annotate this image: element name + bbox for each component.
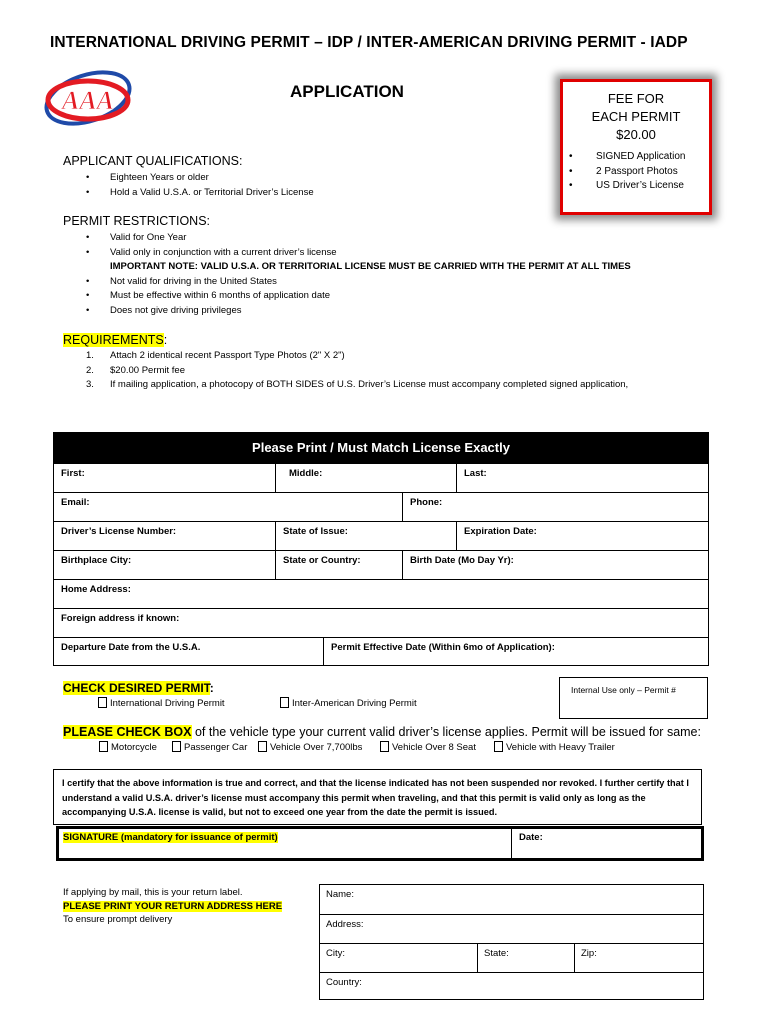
list-item: • Must be effective within 6 months of application date xyxy=(86,290,331,301)
svg-text:AAA: AAA xyxy=(61,86,115,115)
return-country-field[interactable]: Country: xyxy=(326,977,362,988)
fee-item: • SIGNED Application xyxy=(569,151,686,162)
requirements-heading: REQUIREMENTS: xyxy=(63,333,168,347)
fee-amount: $20.00 xyxy=(616,127,656,142)
mail-line-2: PLEASE PRINT YOUR RETURN ADDRESS HERE xyxy=(63,900,283,912)
form-row-birth xyxy=(54,550,708,579)
list-item: 2. $20.00 Permit fee xyxy=(86,364,185,376)
vehicle-option-passenger-car[interactable]: Passenger Car xyxy=(172,741,247,753)
qualifications-list xyxy=(86,171,314,200)
list-item: 3. If mailing application, a photocopy of BOTH SIDES of U.S. Driver’s License must accompany completed signed application, xyxy=(86,379,629,390)
foreign-address-field[interactable]: Foreign address if known: xyxy=(61,613,180,624)
list-item: • Valid only in conjunction with a current driver’s license xyxy=(86,246,337,258)
restrictions-list xyxy=(86,231,631,318)
phone-field[interactable]: Phone: xyxy=(402,493,708,521)
first-name-field[interactable]: First: xyxy=(61,468,85,479)
fee-item: • 2 Passport Photos xyxy=(569,165,678,177)
return-row-city xyxy=(320,943,703,972)
return-row-country xyxy=(320,972,703,1001)
list-item: • Does not give driving privileges xyxy=(86,304,242,316)
return-zip-field[interactable]: Zip: xyxy=(574,944,703,973)
list-item: • Valid for One Year xyxy=(86,232,187,243)
form-row-home-address xyxy=(54,579,708,608)
form-row-foreign-address xyxy=(54,608,708,637)
fee-line-2: EACH PERMIT xyxy=(591,109,681,124)
birth-date-field[interactable]: Birth Date (Mo Day Yr): xyxy=(402,551,708,579)
return-city-field[interactable]: City: xyxy=(326,948,345,959)
form-row-contact xyxy=(54,492,708,521)
date-field[interactable]: Date: xyxy=(519,832,543,843)
vehicle-option-over-7700[interactable]: Vehicle Over 7,700lbs xyxy=(258,741,362,753)
fee-checklist xyxy=(563,150,709,194)
return-address-label xyxy=(319,884,704,1000)
over-8-seat-checkbox[interactable] xyxy=(380,741,389,752)
return-state-field[interactable]: State: xyxy=(477,944,574,973)
form-header: Please Print / Must Match License Exactly xyxy=(54,433,708,463)
return-row-address xyxy=(320,914,703,943)
passenger-car-checkbox[interactable] xyxy=(172,741,181,752)
mail-line-1: If applying by mail, this is your return label. xyxy=(63,887,243,898)
requirements-list xyxy=(86,349,628,393)
restrictions-heading: PERMIT RESTRICTIONS: xyxy=(63,214,211,228)
certification-text: I certify that the above information is true and correct, and that the license indicated has not been suspended nor revoked. I further certify that I understand a valid U.S.A. driver’s license must accompany this permit when traveling, and that this permit is valid only as long as the accompanying U.S.A. license is valid, but not to exceed one year from the date the permit is issued. xyxy=(53,769,702,825)
permit-choice-heading: CHECK DESIRED PERMIT: xyxy=(63,681,214,695)
iadp-checkbox[interactable] xyxy=(280,697,289,708)
return-address-field[interactable]: Address: xyxy=(326,919,364,930)
motorcycle-checkbox[interactable] xyxy=(99,741,108,752)
over-7700-checkbox[interactable] xyxy=(258,741,267,752)
application-title: APPLICATION xyxy=(290,82,404,101)
applicant-form xyxy=(53,432,709,666)
mail-line-3: To ensure prompt delivery xyxy=(63,914,173,925)
qualifications-heading: APPLICANT QUALIFICATIONS: xyxy=(63,154,243,168)
list-item: 1. Attach 2 identical recent Passport Type Photos (2" X 2") xyxy=(86,350,345,361)
vehicle-option-over-8-seat[interactable]: Vehicle Over 8 Seat xyxy=(380,741,476,753)
signature-field[interactable]: SIGNATURE (mandatory for issuance of permit) xyxy=(63,832,278,843)
expiration-date-field[interactable]: Expiration Date: xyxy=(456,522,708,550)
birthplace-city-field[interactable]: Birthplace City: xyxy=(61,555,132,566)
form-row-license xyxy=(54,521,708,550)
mail-instructions xyxy=(63,886,282,927)
aaa-logo xyxy=(38,66,150,136)
middle-name-field[interactable]: Middle: xyxy=(275,464,456,492)
departure-date-field[interactable]: Departure Date from the U.S.A. xyxy=(61,642,201,653)
return-name-field[interactable]: Name: xyxy=(326,889,354,900)
home-address-field[interactable]: Home Address: xyxy=(61,584,131,595)
signature-divider xyxy=(511,829,512,858)
iadp-option[interactable]: Inter-American Driving Permit xyxy=(280,697,417,709)
email-field[interactable]: Email: xyxy=(61,497,90,508)
vehicle-option-heavy-trailer[interactable]: Vehicle with Heavy Trailer xyxy=(494,741,615,753)
effective-date-field[interactable]: Permit Effective Date (Within 6mo of Application): xyxy=(323,638,708,666)
heavy-trailer-checkbox[interactable] xyxy=(494,741,503,752)
state-or-country-field[interactable]: State or Country: xyxy=(275,551,402,579)
idp-option[interactable]: International Driving Permit xyxy=(98,697,225,709)
list-item: • Not valid for driving in the United States xyxy=(86,275,277,287)
last-name-field[interactable]: Last: xyxy=(456,464,708,492)
state-of-issue-field[interactable]: State of Issue: xyxy=(275,522,456,550)
list-item: • Eighteen Years or older xyxy=(86,172,209,183)
important-note: IMPORTANT NOTE: VALID U.S.A. OR TERRITORIAL LICENSE MUST BE CARRIED WITH THE PERMIT AT ALL TIMES xyxy=(110,261,631,272)
vehicle-instructions: PLEASE CHECK BOX of the vehicle type your current valid driver’s license applies. Permit will be issued for same: xyxy=(63,725,701,739)
list-item: • Hold a Valid U.S.A. or Territorial Driver’s License xyxy=(86,186,314,198)
document-title: INTERNATIONAL DRIVING PERMIT – IDP / INTER-AMERICAN DRIVING PERMIT - IADP xyxy=(50,34,688,51)
form-row-dates xyxy=(54,637,708,666)
fee-box xyxy=(560,79,712,215)
license-number-field[interactable]: Driver’s License Number: xyxy=(61,526,177,537)
signature-box xyxy=(56,826,704,861)
return-row-name xyxy=(320,885,703,914)
fee-item: • US Driver’s License xyxy=(569,180,684,191)
vehicle-option-motorcycle[interactable]: Motorcycle xyxy=(99,741,157,753)
idp-checkbox[interactable] xyxy=(98,697,107,708)
internal-use-box: Internal Use only – Permit # xyxy=(559,677,708,719)
fee-line-1: FEE FOR xyxy=(607,91,665,106)
form-row-name xyxy=(54,463,708,492)
